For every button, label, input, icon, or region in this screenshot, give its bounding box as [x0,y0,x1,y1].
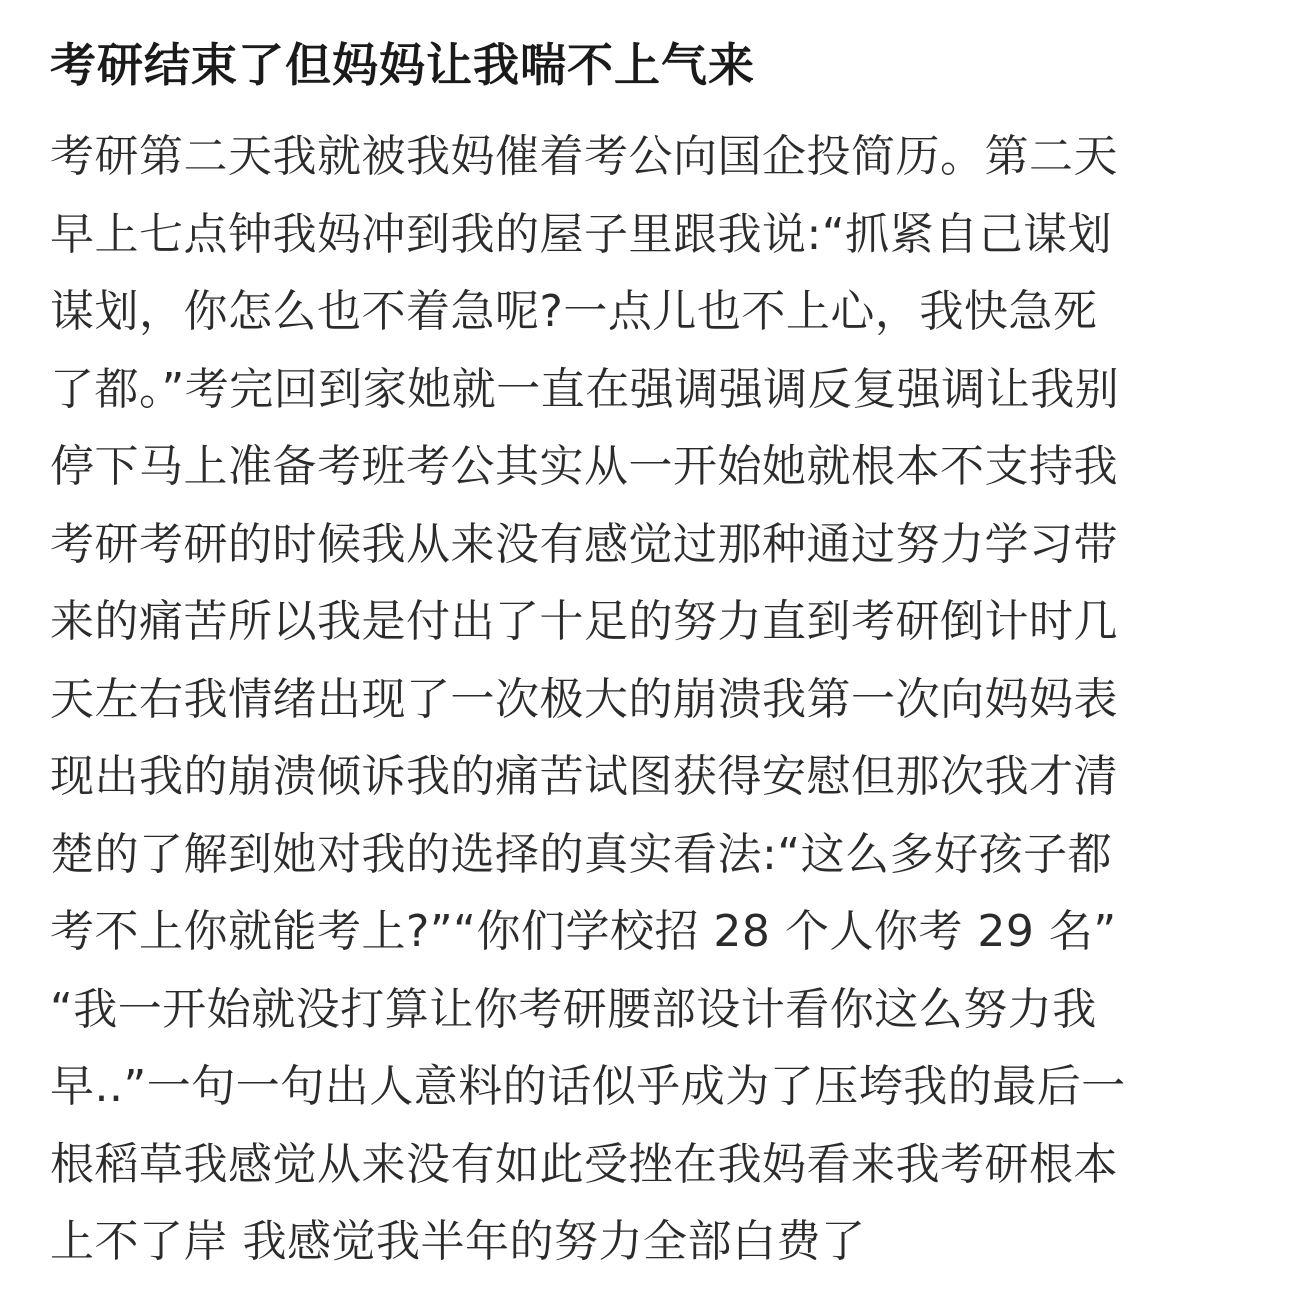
body-line: 来的痛苦所以我是付出了十足的努力直到考研倒计时几 [50,596,1118,647]
body-line: 考研第二天我就被我妈催着考公向国企投简历。第二天 [50,131,1118,182]
body-line: 考研考研的时候我从来没有感觉过那种通过努力学习带 [50,518,1118,570]
body-line: 根稻草我感觉从来没有如此受挫在我妈看来我考研根本 [50,1138,1118,1190]
body-line: 考不上你就能考上?”“你们学校招 28 个人你考 29 名” [50,906,1117,957]
body-line: “我一开始就没打算让你考研腰部设计看你这么努力我 [50,983,1097,1035]
body-line: 现出我的崩溃倾诉我的痛苦试图获得安慰但那次我才清 [50,751,1118,802]
body-line: 楚的了解到她对我的选择的真实看法:“这么多好孩子都 [50,828,1113,880]
post-body [50,118,1240,1281]
body-line: 天左右我情绪出现了一次极大的崩溃我第一次向妈妈表 [50,673,1118,725]
body-line: 早..”一句一句出人意料的话似乎成为了压垮我的最后一 [50,1061,1126,1112]
body-line: 上不了岸 我感觉我半年的努力全部白费了 [50,1216,866,1267]
body-line: 早上七点钟我妈冲到我的屋子里跟我说:“抓紧自己谋划 [50,208,1113,260]
body-line: 停下马上准备考班考公其实从一开始她就根本不支持我 [50,441,1118,492]
post-title: 考研结束了但妈妈让我喘不上气来 [50,38,755,92]
post [50,30,1240,1281]
body-line: 了都。”考完回到家她就一直在强调强调反复强调让我别 [50,363,1120,415]
body-line: 谋划，你怎么也不着急呢?一点儿也不上心，我快急死 [50,286,1098,337]
